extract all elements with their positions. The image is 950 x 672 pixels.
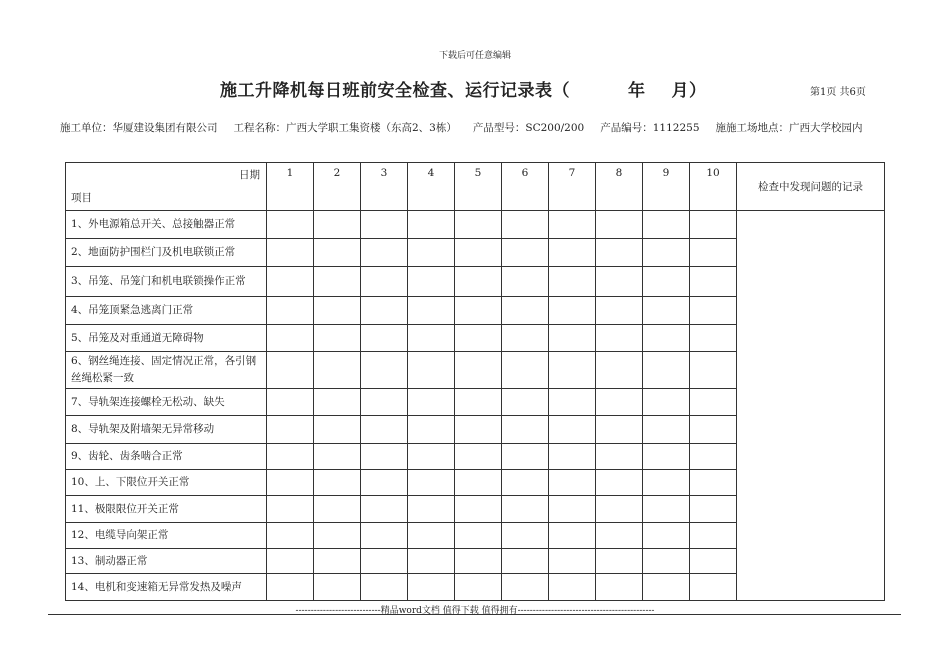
product-serial: 产品编号：1112255 bbox=[600, 122, 700, 134]
check-cell[interactable] bbox=[549, 549, 596, 574]
check-cell[interactable] bbox=[549, 352, 596, 389]
check-cell[interactable] bbox=[596, 239, 643, 267]
check-cell[interactable] bbox=[690, 239, 737, 267]
check-cell[interactable] bbox=[596, 444, 643, 470]
check-cell[interactable] bbox=[502, 352, 549, 389]
check-cell[interactable] bbox=[408, 297, 455, 325]
check-cell[interactable] bbox=[314, 444, 361, 470]
check-cell[interactable] bbox=[643, 211, 690, 239]
check-cell[interactable] bbox=[267, 325, 314, 352]
check-cell[interactable] bbox=[361, 416, 408, 444]
check-cell[interactable] bbox=[690, 523, 737, 549]
check-cell[interactable] bbox=[596, 211, 643, 239]
check-cell[interactable] bbox=[314, 325, 361, 352]
check-cell[interactable] bbox=[502, 325, 549, 352]
check-cell[interactable] bbox=[549, 325, 596, 352]
check-item-label: 4、吊笼顶紧急逃离门正常 bbox=[66, 297, 267, 325]
check-cell[interactable] bbox=[267, 352, 314, 389]
product-model: 产品型号：SC200/200 bbox=[472, 122, 585, 134]
check-cell[interactable] bbox=[408, 239, 455, 267]
check-cell[interactable] bbox=[596, 470, 643, 496]
check-cell[interactable] bbox=[267, 549, 314, 574]
check-cell[interactable] bbox=[502, 389, 549, 416]
check-cell[interactable] bbox=[549, 574, 596, 601]
day-header: 3 bbox=[361, 163, 408, 211]
check-cell[interactable] bbox=[502, 470, 549, 496]
check-cell[interactable] bbox=[549, 523, 596, 549]
check-cell[interactable] bbox=[267, 470, 314, 496]
day-header: 1 bbox=[267, 163, 314, 211]
construction-unit: 施工单位：华厦建设集团有限公司 bbox=[60, 122, 218, 134]
check-cell[interactable] bbox=[596, 496, 643, 523]
check-cell[interactable] bbox=[455, 496, 502, 523]
check-cell[interactable] bbox=[408, 211, 455, 239]
check-cell[interactable] bbox=[408, 267, 455, 297]
check-cell[interactable] bbox=[267, 389, 314, 416]
check-cell[interactable] bbox=[643, 267, 690, 297]
top-note: 下载后可任意编辑 bbox=[438, 51, 511, 61]
inspection-table bbox=[65, 162, 885, 601]
check-cell[interactable] bbox=[361, 470, 408, 496]
check-cell[interactable] bbox=[408, 389, 455, 416]
title-month: 月） bbox=[671, 81, 707, 101]
check-cell[interactable] bbox=[690, 325, 737, 352]
day-header: 10 bbox=[690, 163, 737, 211]
check-cell[interactable] bbox=[549, 416, 596, 444]
check-cell[interactable] bbox=[643, 416, 690, 444]
check-cell[interactable] bbox=[596, 574, 643, 601]
check-cell[interactable] bbox=[549, 389, 596, 416]
check-cell[interactable] bbox=[455, 444, 502, 470]
day-header: 7 bbox=[549, 163, 596, 211]
project-name: 工程名称：广西大学职工集资楼（东高2、3栋） bbox=[233, 122, 457, 134]
check-cell[interactable] bbox=[314, 297, 361, 325]
check-cell[interactable] bbox=[596, 267, 643, 297]
title-main: 施工升降机每日班前安全检查、运行记录表（ bbox=[220, 81, 570, 101]
check-cell[interactable] bbox=[408, 549, 455, 574]
check-cell[interactable] bbox=[549, 239, 596, 267]
check-cell[interactable] bbox=[314, 239, 361, 267]
check-cell[interactable] bbox=[314, 389, 361, 416]
check-cell[interactable] bbox=[455, 211, 502, 239]
check-cell[interactable] bbox=[502, 444, 549, 470]
check-cell[interactable] bbox=[643, 549, 690, 574]
check-cell[interactable] bbox=[455, 523, 502, 549]
check-cell[interactable] bbox=[361, 267, 408, 297]
check-item-label: 12、电缆导向架正常 bbox=[66, 523, 267, 549]
check-cell[interactable] bbox=[690, 444, 737, 470]
check-cell[interactable] bbox=[455, 549, 502, 574]
check-cell[interactable] bbox=[549, 267, 596, 297]
check-cell[interactable] bbox=[455, 267, 502, 297]
check-cell[interactable] bbox=[314, 211, 361, 239]
check-cell[interactable] bbox=[690, 389, 737, 416]
check-cell[interactable] bbox=[690, 211, 737, 239]
title-year: 年 bbox=[628, 81, 646, 101]
table-header-row bbox=[66, 163, 885, 211]
check-cell[interactable] bbox=[314, 470, 361, 496]
check-cell[interactable] bbox=[643, 470, 690, 496]
check-item-label: 6、钢丝绳连接、固定情况正常，各引钢丝绳松紧一致 bbox=[66, 352, 267, 389]
check-cell[interactable] bbox=[314, 267, 361, 297]
remark-cell[interactable] bbox=[737, 211, 885, 601]
check-cell[interactable] bbox=[408, 352, 455, 389]
check-cell[interactable] bbox=[361, 574, 408, 601]
check-cell[interactable] bbox=[314, 496, 361, 523]
check-cell[interactable] bbox=[596, 523, 643, 549]
check-cell[interactable] bbox=[643, 496, 690, 523]
check-cell[interactable] bbox=[549, 444, 596, 470]
check-cell[interactable] bbox=[596, 389, 643, 416]
check-cell[interactable] bbox=[361, 496, 408, 523]
check-cell[interactable] bbox=[502, 574, 549, 601]
check-item-label: 2、地面防护围栏门及机电联锁正常 bbox=[66, 239, 267, 267]
check-cell[interactable] bbox=[361, 444, 408, 470]
check-cell[interactable] bbox=[643, 444, 690, 470]
date-label: 日期 bbox=[239, 169, 260, 181]
remark-header: 检查中发现问题的记录 bbox=[737, 163, 885, 211]
check-cell[interactable] bbox=[361, 211, 408, 239]
check-cell[interactable] bbox=[267, 444, 314, 470]
page-number: 第1页 共6页 bbox=[810, 87, 866, 98]
check-cell[interactable] bbox=[314, 523, 361, 549]
item-label: 项目 bbox=[71, 192, 92, 204]
check-item-label: 1、外电源箱总开关、总接触器正常 bbox=[66, 211, 267, 239]
check-item-label: 11、极限限位开关正常 bbox=[66, 496, 267, 523]
check-cell[interactable] bbox=[643, 523, 690, 549]
check-item-label: 8、导轨架及附墙架无异常移动 bbox=[66, 416, 267, 444]
table-row bbox=[66, 211, 885, 239]
check-cell[interactable] bbox=[408, 416, 455, 444]
check-cell[interactable] bbox=[455, 389, 502, 416]
check-cell[interactable] bbox=[690, 549, 737, 574]
check-cell[interactable] bbox=[314, 549, 361, 574]
check-cell[interactable] bbox=[549, 211, 596, 239]
header-corner-cell bbox=[66, 163, 267, 211]
day-header: 5 bbox=[455, 163, 502, 211]
check-cell[interactable] bbox=[549, 297, 596, 325]
check-cell[interactable] bbox=[267, 297, 314, 325]
check-cell[interactable] bbox=[643, 389, 690, 416]
check-cell[interactable] bbox=[361, 549, 408, 574]
check-cell[interactable] bbox=[314, 574, 361, 601]
check-cell[interactable] bbox=[690, 574, 737, 601]
check-cell[interactable] bbox=[643, 239, 690, 267]
check-cell[interactable] bbox=[455, 325, 502, 352]
check-cell[interactable] bbox=[690, 470, 737, 496]
check-cell[interactable] bbox=[455, 574, 502, 601]
day-header: 6 bbox=[502, 163, 549, 211]
check-cell[interactable] bbox=[361, 523, 408, 549]
check-cell[interactable] bbox=[361, 325, 408, 352]
check-cell[interactable] bbox=[455, 297, 502, 325]
check-cell[interactable] bbox=[361, 239, 408, 267]
document-title bbox=[220, 76, 707, 101]
check-cell[interactable] bbox=[267, 416, 314, 444]
check-item-label: 13、制动器正常 bbox=[66, 549, 267, 574]
check-cell[interactable] bbox=[267, 267, 314, 297]
check-cell[interactable] bbox=[596, 416, 643, 444]
check-cell[interactable] bbox=[502, 416, 549, 444]
check-cell[interactable] bbox=[690, 416, 737, 444]
check-cell[interactable] bbox=[596, 352, 643, 389]
check-item-label: 5、吊笼及对重通道无障碍物 bbox=[66, 325, 267, 352]
check-cell[interactable] bbox=[267, 523, 314, 549]
check-cell[interactable] bbox=[361, 389, 408, 416]
check-cell[interactable] bbox=[408, 496, 455, 523]
check-cell[interactable] bbox=[596, 549, 643, 574]
check-cell[interactable] bbox=[643, 297, 690, 325]
check-cell[interactable] bbox=[690, 352, 737, 389]
check-cell[interactable] bbox=[690, 297, 737, 325]
check-cell[interactable] bbox=[643, 574, 690, 601]
check-cell[interactable] bbox=[408, 325, 455, 352]
check-cell[interactable] bbox=[549, 496, 596, 523]
check-cell[interactable] bbox=[455, 239, 502, 267]
check-cell[interactable] bbox=[502, 549, 549, 574]
check-cell[interactable] bbox=[361, 297, 408, 325]
day-header: 2 bbox=[314, 163, 361, 211]
check-cell[interactable] bbox=[267, 211, 314, 239]
check-cell[interactable] bbox=[502, 211, 549, 239]
check-cell[interactable] bbox=[361, 352, 408, 389]
check-cell[interactable] bbox=[408, 523, 455, 549]
footer-divider bbox=[48, 614, 901, 615]
check-cell[interactable] bbox=[502, 496, 549, 523]
check-cell[interactable] bbox=[455, 416, 502, 444]
check-cell[interactable] bbox=[267, 496, 314, 523]
check-item-label: 3、吊笼、吊笼门和机电联锁操作正常 bbox=[66, 267, 267, 297]
check-item-label: 10、上、下限位开关正常 bbox=[66, 470, 267, 496]
check-cell[interactable] bbox=[314, 352, 361, 389]
check-cell[interactable] bbox=[408, 574, 455, 601]
check-item-label: 7、导轨架连接螺栓无松动、缺失 bbox=[66, 389, 267, 416]
check-cell[interactable] bbox=[502, 267, 549, 297]
day-header: 8 bbox=[596, 163, 643, 211]
check-cell[interactable] bbox=[455, 470, 502, 496]
check-cell[interactable] bbox=[314, 416, 361, 444]
header-info bbox=[48, 116, 908, 141]
check-cell[interactable] bbox=[643, 352, 690, 389]
day-header: 9 bbox=[643, 163, 690, 211]
check-cell[interactable] bbox=[455, 352, 502, 389]
footer-text: ----------------------------精品word文档 值得下载 值得拥有--------------------------------------------- bbox=[295, 606, 655, 616]
check-cell[interactable] bbox=[643, 325, 690, 352]
check-item-label: 9、齿轮、齿条啮合正常 bbox=[66, 444, 267, 470]
check-cell[interactable] bbox=[596, 297, 643, 325]
check-cell[interactable] bbox=[549, 470, 596, 496]
check-cell[interactable] bbox=[502, 239, 549, 267]
check-cell[interactable] bbox=[690, 267, 737, 297]
check-cell[interactable] bbox=[502, 523, 549, 549]
check-cell[interactable] bbox=[267, 574, 314, 601]
check-cell[interactable] bbox=[408, 470, 455, 496]
check-cell[interactable] bbox=[690, 496, 737, 523]
check-cell[interactable] bbox=[502, 297, 549, 325]
day-header: 4 bbox=[408, 163, 455, 211]
check-cell[interactable] bbox=[267, 239, 314, 267]
site-location: 施施工场地点：广西大学校园内 bbox=[715, 122, 863, 134]
check-item-label: 14、电机和变速箱无异常发热及噪声 bbox=[66, 574, 267, 601]
check-cell[interactable] bbox=[596, 325, 643, 352]
check-cell[interactable] bbox=[408, 444, 455, 470]
